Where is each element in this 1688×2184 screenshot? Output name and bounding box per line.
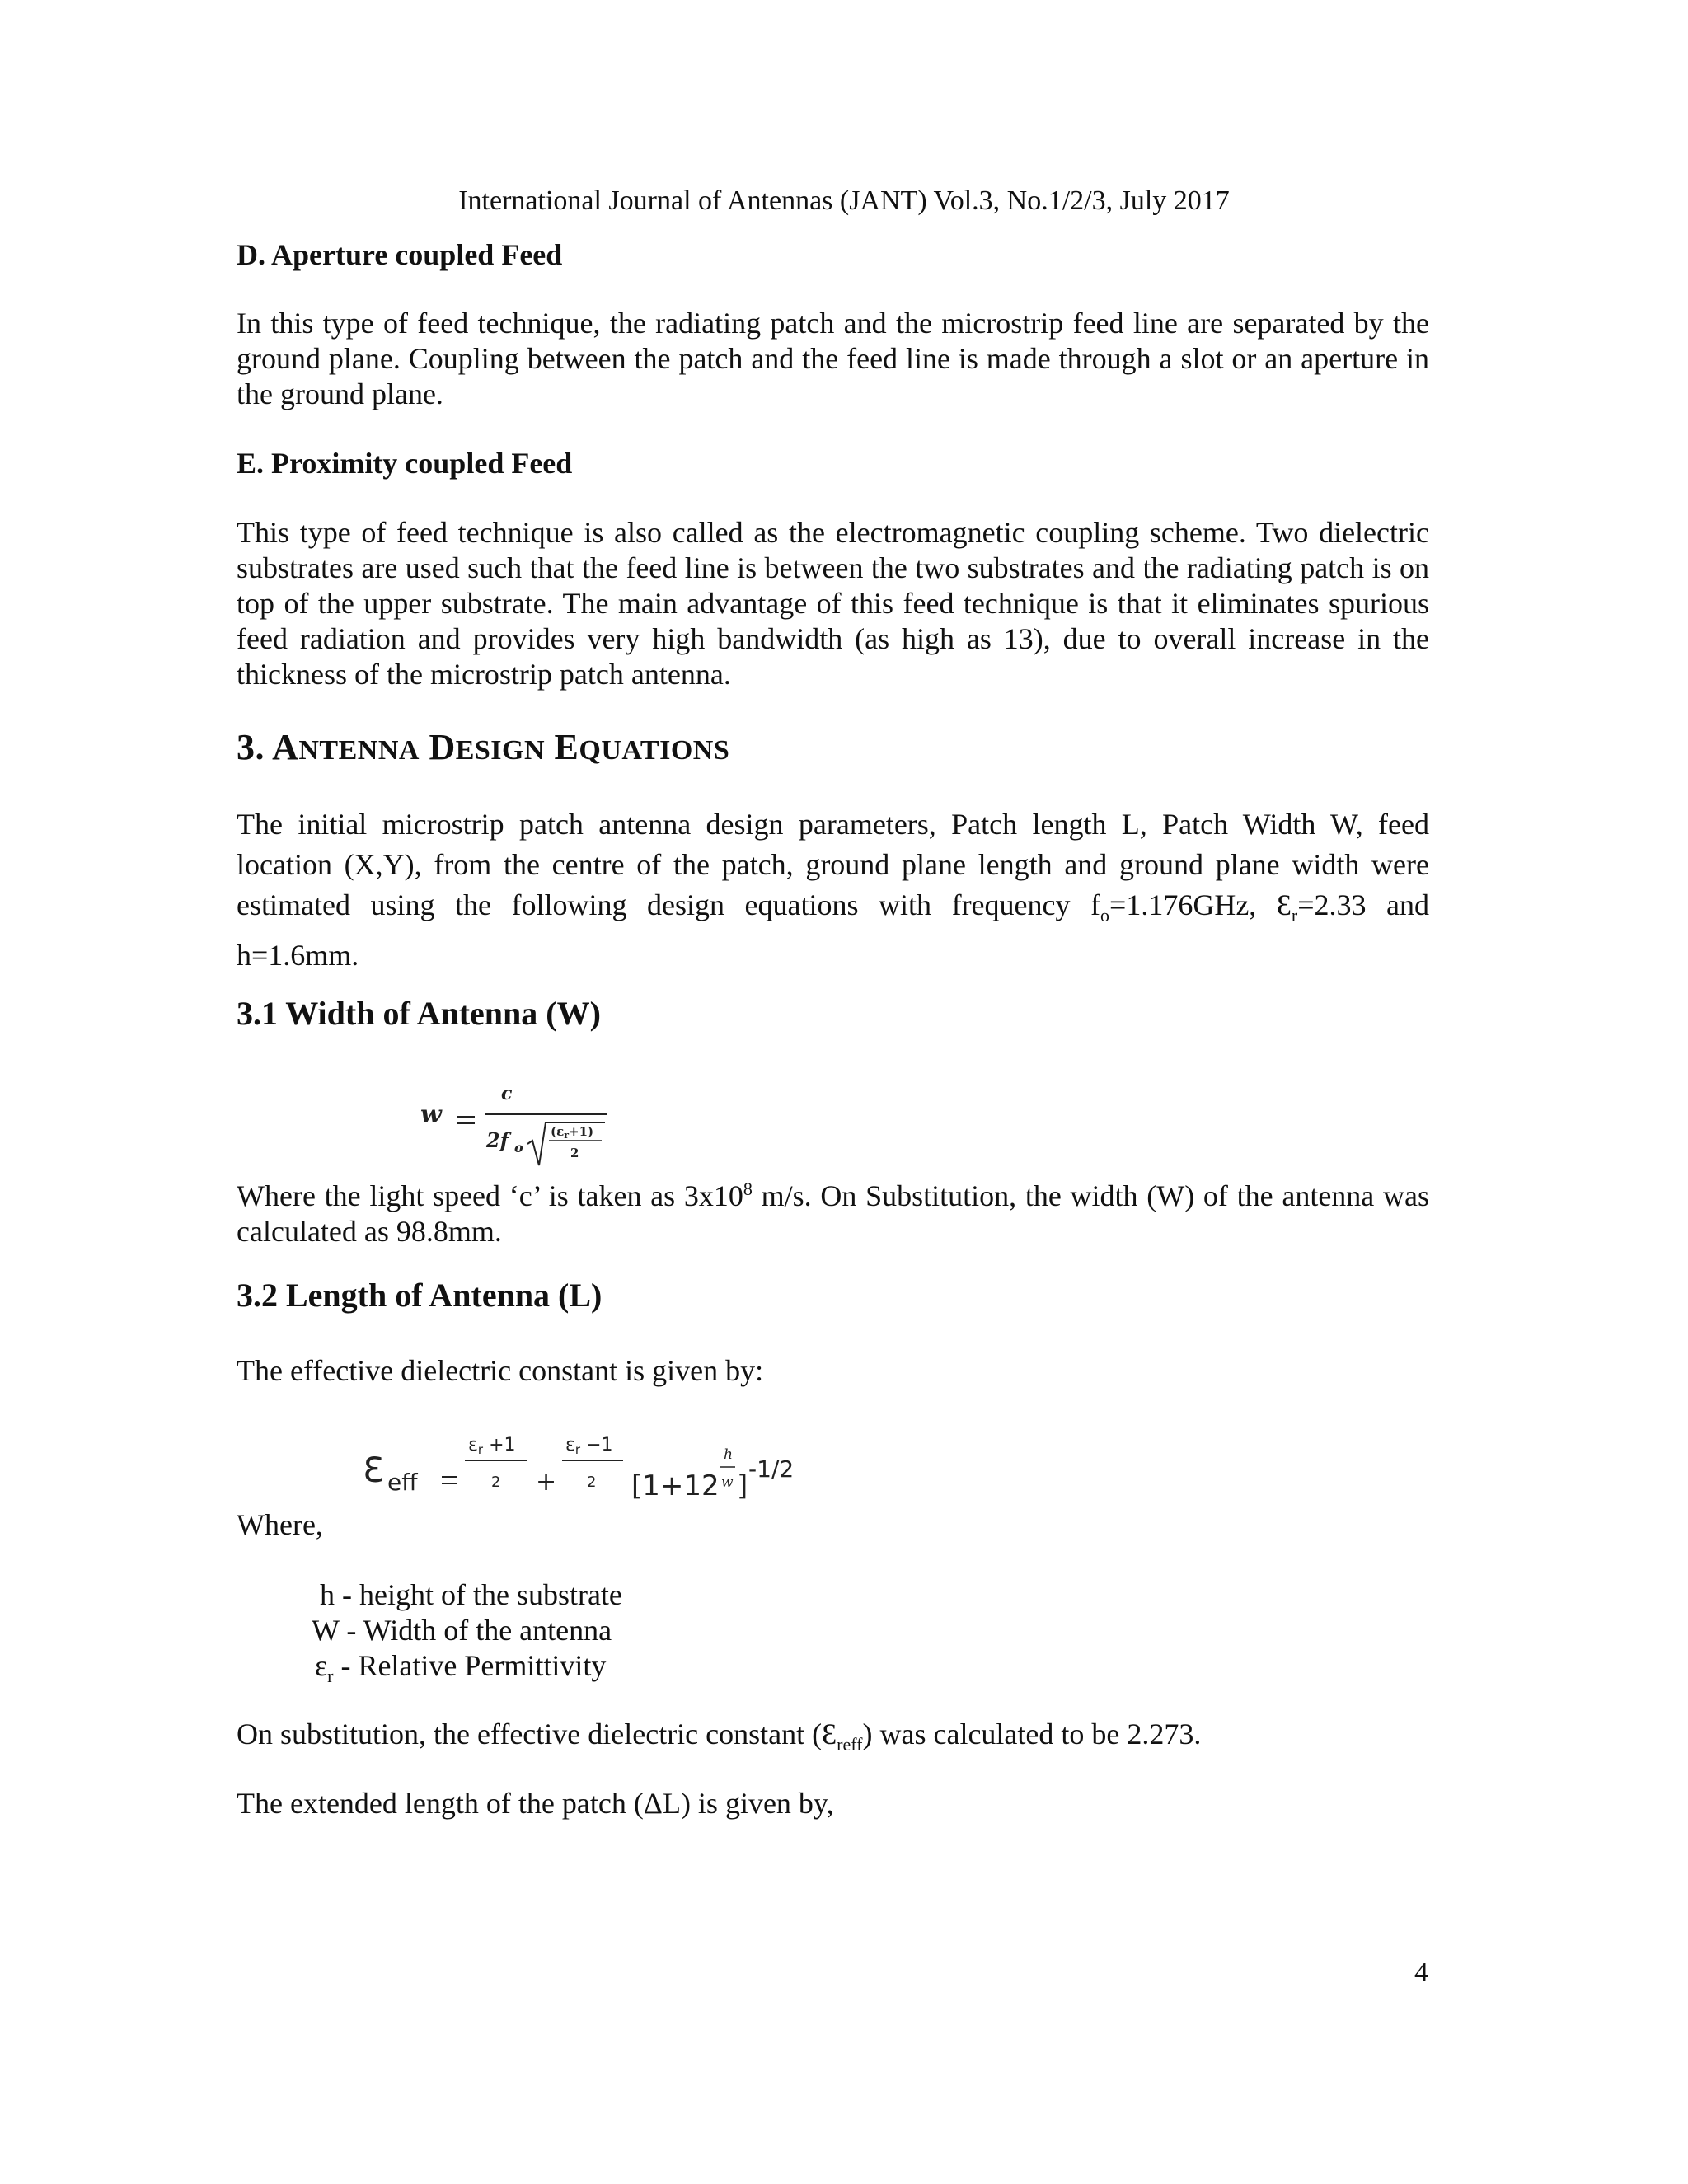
section-3-word-1: ANTENNA [272, 727, 420, 767]
subsection-3-1-body: Where the light speed ‘c’ is taken as $3x10^8$ m/s. On Substitution, the width (W) of the antenna was calculated as 98.8mm. [237, 1179, 1429, 1248]
journal-header: International Journal of Antennas (JANT) Vol.3, No.1/2/3, July 2017 [458, 185, 1230, 216]
effective-dielectric-result: On substitution, the effective dielectric constant $(Ɛ_{reff})$ was calculated to be 2.273. [237, 1718, 1202, 1755]
where-label: Where, [237, 1508, 323, 1541]
variable-h: h - height of the substrate [320, 1578, 622, 1611]
svg-text:2: 2 [570, 1146, 579, 1160]
effective-dielectric-intro: The effective dielectric constant is given by: [237, 1354, 764, 1387]
svg-text:εr −1: εr −1 [565, 1435, 613, 1457]
svg-text:2: 2 [491, 1474, 501, 1491]
subsection-3-1-title: 3.1 Width of Antenna (W) [237, 995, 601, 1032]
svg-text:+: + [536, 1468, 557, 1497]
svg-text:2f: 2f [486, 1128, 509, 1152]
svg-text:w: w [420, 1100, 442, 1129]
section-3-word-2: DESIGN [429, 727, 546, 767]
width-equation [412, 1080, 626, 1170]
svg-text:o: o [514, 1140, 523, 1155]
svg-text:eff: eff [387, 1469, 418, 1496]
svg-text:2: 2 [587, 1474, 597, 1491]
variable-er: $\varepsilon_r$ - Relative Permittivity [315, 1649, 607, 1687]
svg-text:h: h [724, 1446, 733, 1463]
svg-text:-1/2: -1/2 [748, 1455, 795, 1483]
variable-w: W - Width of the antenna [312, 1614, 612, 1647]
section-3-title [237, 725, 729, 773]
extended-length-intro: The extended length of the patch (ΔL) is given by, [237, 1787, 834, 1820]
svg-text:(εr+1): $(\varepsilon_r+1)$ [551, 1124, 594, 1141]
subsection-3-2-title: 3.2 Length of Antenna (L) [237, 1277, 603, 1314]
section-3-number: 3. [237, 727, 265, 767]
page-number: 4 [1414, 1957, 1428, 1988]
svg-text:εr +1: εr +1 [468, 1435, 516, 1457]
section-3-intro: The initial microstrip patch antenna design parameters, Patch length L, Patch Width W, feed location (X,Y), from the centre of the patch, ground plane length and ground plane width were estimated using the following design equations with frequency $f_o=1.176GHz$, $Ɛ_r=2.33$ and h=1.6mm. [237, 808, 1430, 972]
svg-text:[1+12: [1+12 [631, 1469, 720, 1502]
variable-list [312, 1577, 622, 1694]
section-d-body: In this type of feed technique, the radiating patch and the microstrip feed line are separated by the ground plane. Coupling between the patch and the feed line is made through a slot or an aperture in the ground plane. [237, 307, 1429, 410]
effective-dielectric-equation [354, 1426, 816, 1508]
svg-text:Ɛ: Ɛ [363, 1450, 384, 1490]
svg-text:c: c [501, 1083, 513, 1104]
section-e-body: This type of feed technique is also called as the electromagnetic coupling scheme. Two dielectric substrates are used such that the feed line is between the two substrates and the radiating patch is on top of the upper substrate. The main advantage of this feed technique is that it eliminates spurious feed radiation and provides very high bandwidth (as high as 13), due to overall increase in the thickness of the microstrip patch antenna. [237, 516, 1429, 691]
section-d-title: D. Aperture coupled Feed [237, 238, 563, 271]
section-3-word-3: EQUATIONS [554, 727, 730, 767]
section-e-title: E. Proximity coupled Feed [237, 447, 573, 480]
svg-text:]: ] [737, 1469, 748, 1502]
svg-text:w: w [721, 1474, 734, 1491]
